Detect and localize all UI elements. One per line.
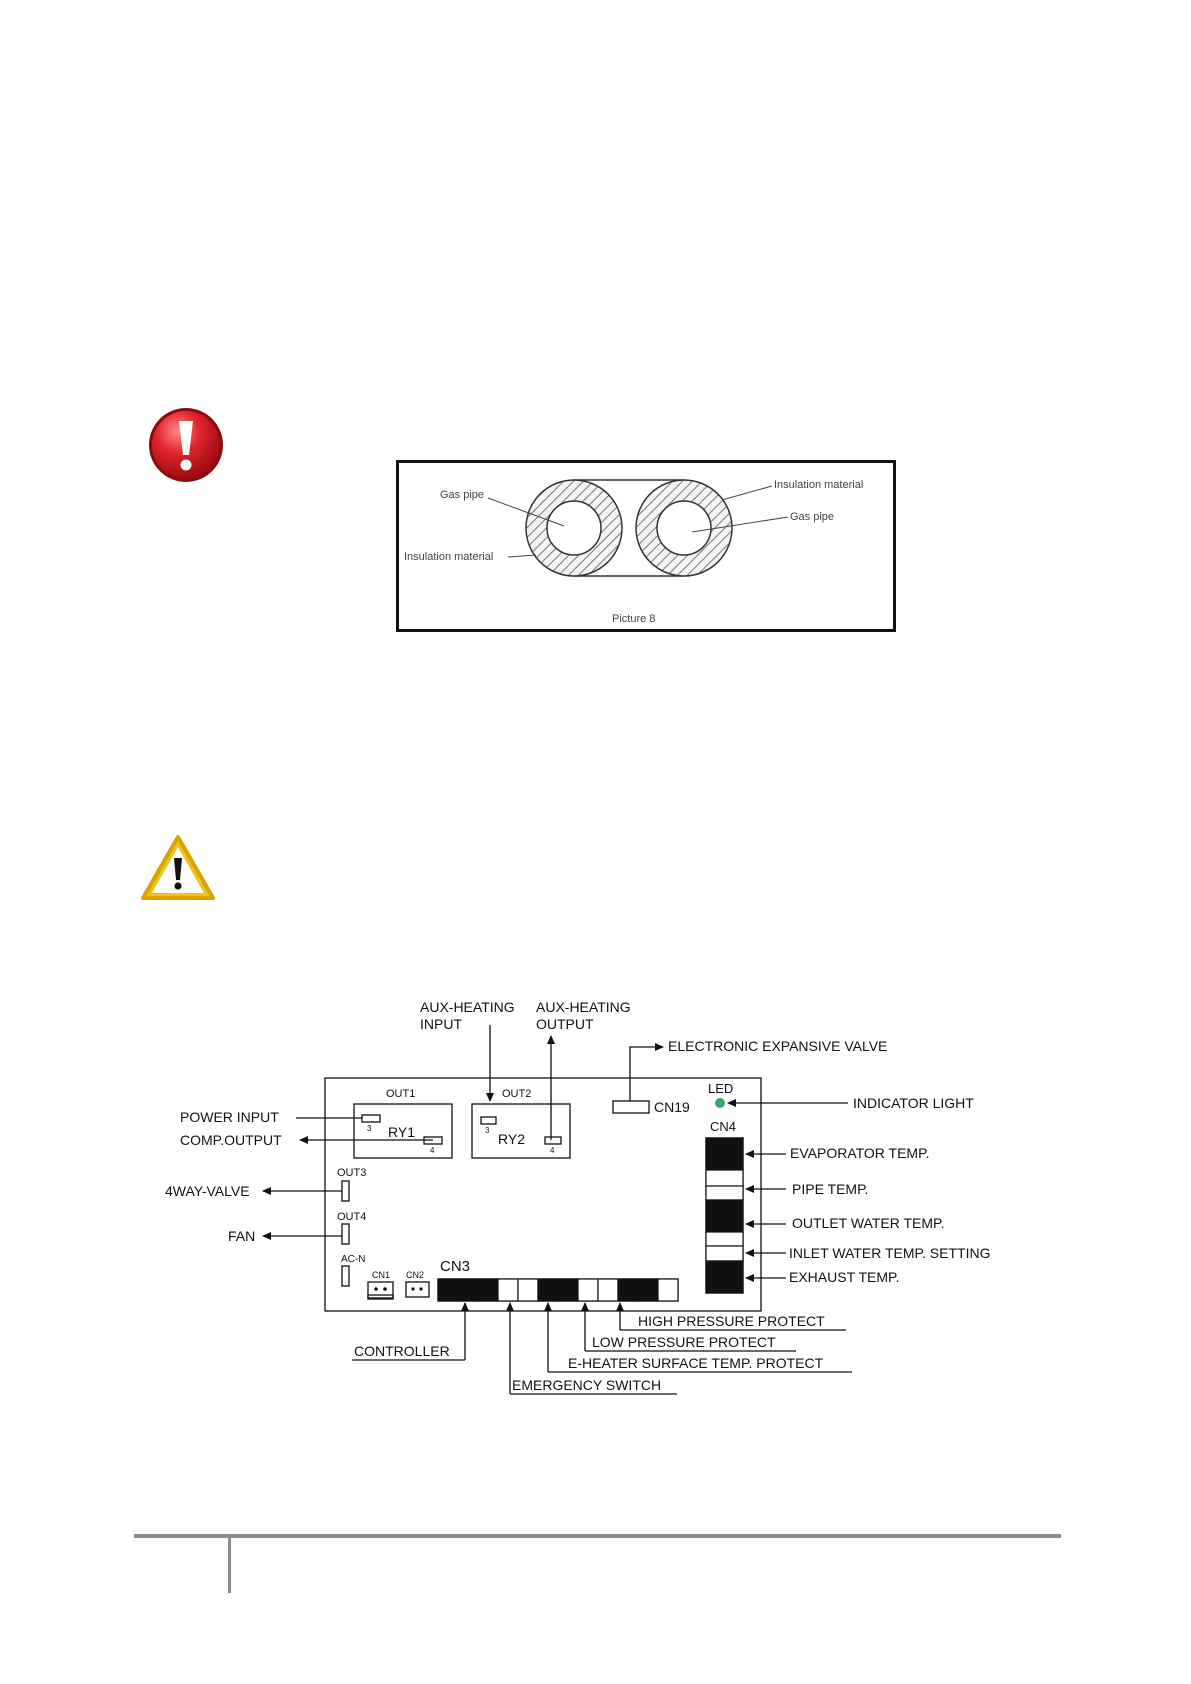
emergency-switch-label: EMERGENCY SWITCH xyxy=(512,1377,662,1393)
high-pressure-protect-label: HIGH PRESSURE PROTECT xyxy=(638,1313,825,1329)
figure-caption: Picture 8 xyxy=(612,613,656,625)
ry2-pin4-label: 4 xyxy=(550,1146,555,1155)
e-heater-surface-temp-protect-label: E-HEATER SURFACE TEMP. PROTECT xyxy=(568,1355,824,1371)
four-way-valve-label: 4WAY-VALVE xyxy=(165,1183,250,1199)
control-board-diagram xyxy=(160,996,1040,1406)
warning-triangle-icon xyxy=(140,834,216,902)
aux-heating-output-label-2: OUTPUT xyxy=(536,1016,594,1032)
ry1-pin3-label: 3 xyxy=(367,1124,372,1133)
insulation-label-left: Insulation material xyxy=(404,551,494,563)
cn4-label: CN4 xyxy=(710,1119,737,1134)
cn1-label: CN1 xyxy=(372,1270,391,1280)
electronic-expansive-valve-label: ELECTRONIC EXPANSIVE VALVE xyxy=(668,1038,888,1054)
out4-label: OUT4 xyxy=(337,1211,367,1223)
outlet-water-temp-label: OUTLET WATER TEMP. xyxy=(792,1215,945,1231)
pipe-temp-label: PIPE TEMP. xyxy=(792,1181,869,1197)
ry1-label: RY1 xyxy=(388,1124,415,1140)
exhaust-temp-label: EXHAUST TEMP. xyxy=(789,1269,900,1285)
low-pressure-protect-label: LOW PRESSURE PROTECT xyxy=(592,1334,776,1350)
gas-pipe-label-left: Gas pipe xyxy=(440,489,485,501)
cn2-label: CN2 xyxy=(406,1270,425,1280)
aux-heating-input-label-2: INPUT xyxy=(420,1016,462,1032)
footer-divider xyxy=(228,1538,231,1593)
insulation-label-right: Insulation material xyxy=(774,479,864,491)
ac-n-label: AC-N xyxy=(341,1254,366,1265)
power-input-label: POWER INPUT xyxy=(180,1109,279,1125)
aux-heating-output-label-1: AUX-HEATING xyxy=(536,999,631,1015)
out3-label: OUT3 xyxy=(337,1167,367,1179)
comp-output-label: COMP.OUTPUT xyxy=(180,1132,282,1148)
gas-pipe-label-right: Gas pipe xyxy=(790,511,835,523)
pipe-insulation-figure xyxy=(396,460,896,632)
cn19-label: CN19 xyxy=(654,1099,690,1115)
footer-rule xyxy=(134,1534,1061,1538)
led-indicator xyxy=(715,1098,725,1108)
inlet-water-temp-setting-label: INLET WATER TEMP. SETTING xyxy=(789,1245,991,1261)
controller-label: CONTROLLER xyxy=(354,1343,450,1359)
fan-label: FAN xyxy=(228,1228,256,1244)
ry1-pin4-label: 4 xyxy=(430,1146,435,1155)
evaporator-temp-label: EVAPORATOR TEMP. xyxy=(790,1145,930,1161)
exclamation-circle-icon xyxy=(146,405,226,485)
ry2-pin3-label: 3 xyxy=(485,1126,490,1135)
cn3-label: CN3 xyxy=(440,1258,471,1275)
indicator-light-label: INDICATOR LIGHT xyxy=(853,1095,974,1111)
led-label: LED xyxy=(708,1081,734,1096)
out1-label: OUT1 xyxy=(386,1088,416,1100)
ry2-label: RY2 xyxy=(498,1131,525,1147)
out2-label: OUT2 xyxy=(502,1088,532,1100)
aux-heating-input-label-1: AUX-HEATING xyxy=(420,999,515,1015)
